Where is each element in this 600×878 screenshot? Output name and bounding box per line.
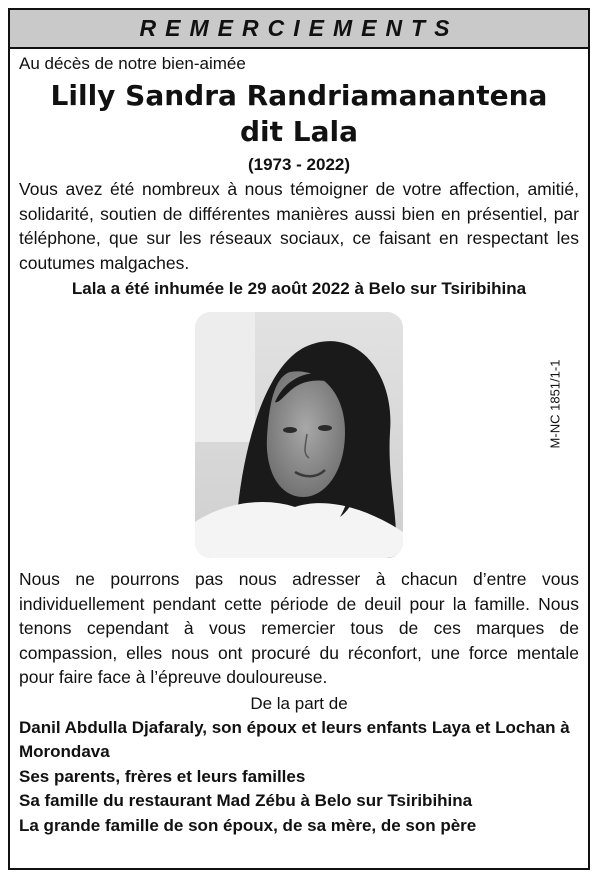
signer-line: Sa famille du restaurant Mad Zébu à Belo sur Tsiribihina: [19, 791, 473, 810]
signer-line: La grande famille de son époux, de sa mère, de son père: [19, 815, 477, 835]
portrait-illustration: [195, 312, 403, 558]
notice-content: [10, 49, 588, 838]
thanks-paragraph: Vous avez été nombreux à nous témoigner de votre affection, amitié, solidarité, soutien de différentes manières aussi bien en présentiel, par téléphone, que sur les réseaux sociaux, ce faisant en respectant les coutumes malgaches.: [19, 179, 579, 273]
signers-list: [19, 716, 579, 839]
notice-frame: [8, 8, 590, 870]
closing-paragraph: Nous ne pourrons pas nous adresser à chacun d’entre vous individuellement pendant cette période de deuil pour la famille. Nous tenons cependant à vous remercier tous de ces marques de compassion, elles nous ont procuré du réconfort, une force mentale pour faire face à l’épreuve douloureuse.: [19, 569, 579, 687]
life-years: (1973 - 2022): [247, 155, 351, 174]
signer-line: Danil Abdulla Djafaraly, son époux et leurs enfants Laya et Lochan à Morondava: [19, 717, 570, 761]
header-banner: [10, 10, 588, 49]
photo-container: [19, 312, 579, 558]
intro-text: Au décès de notre bien-aimée: [19, 54, 246, 73]
portrait-photo: [195, 312, 403, 558]
deceased-name-line1: Lilly Sandra Randriamanantena: [50, 79, 548, 112]
reference-code: M-NC 1851/1-1: [547, 359, 563, 449]
deceased-name: [19, 78, 579, 150]
burial-notice: Lala a été inhumée le 29 août 2022 à Belo sur Tsiribihina: [71, 279, 527, 298]
notice-title: REMERCIEMENTS: [139, 15, 459, 41]
from-label: De la part de: [250, 693, 348, 713]
deceased-name-line2: dit Lala: [239, 115, 358, 148]
signer-line: Ses parents, frères et leurs familles: [19, 766, 306, 786]
